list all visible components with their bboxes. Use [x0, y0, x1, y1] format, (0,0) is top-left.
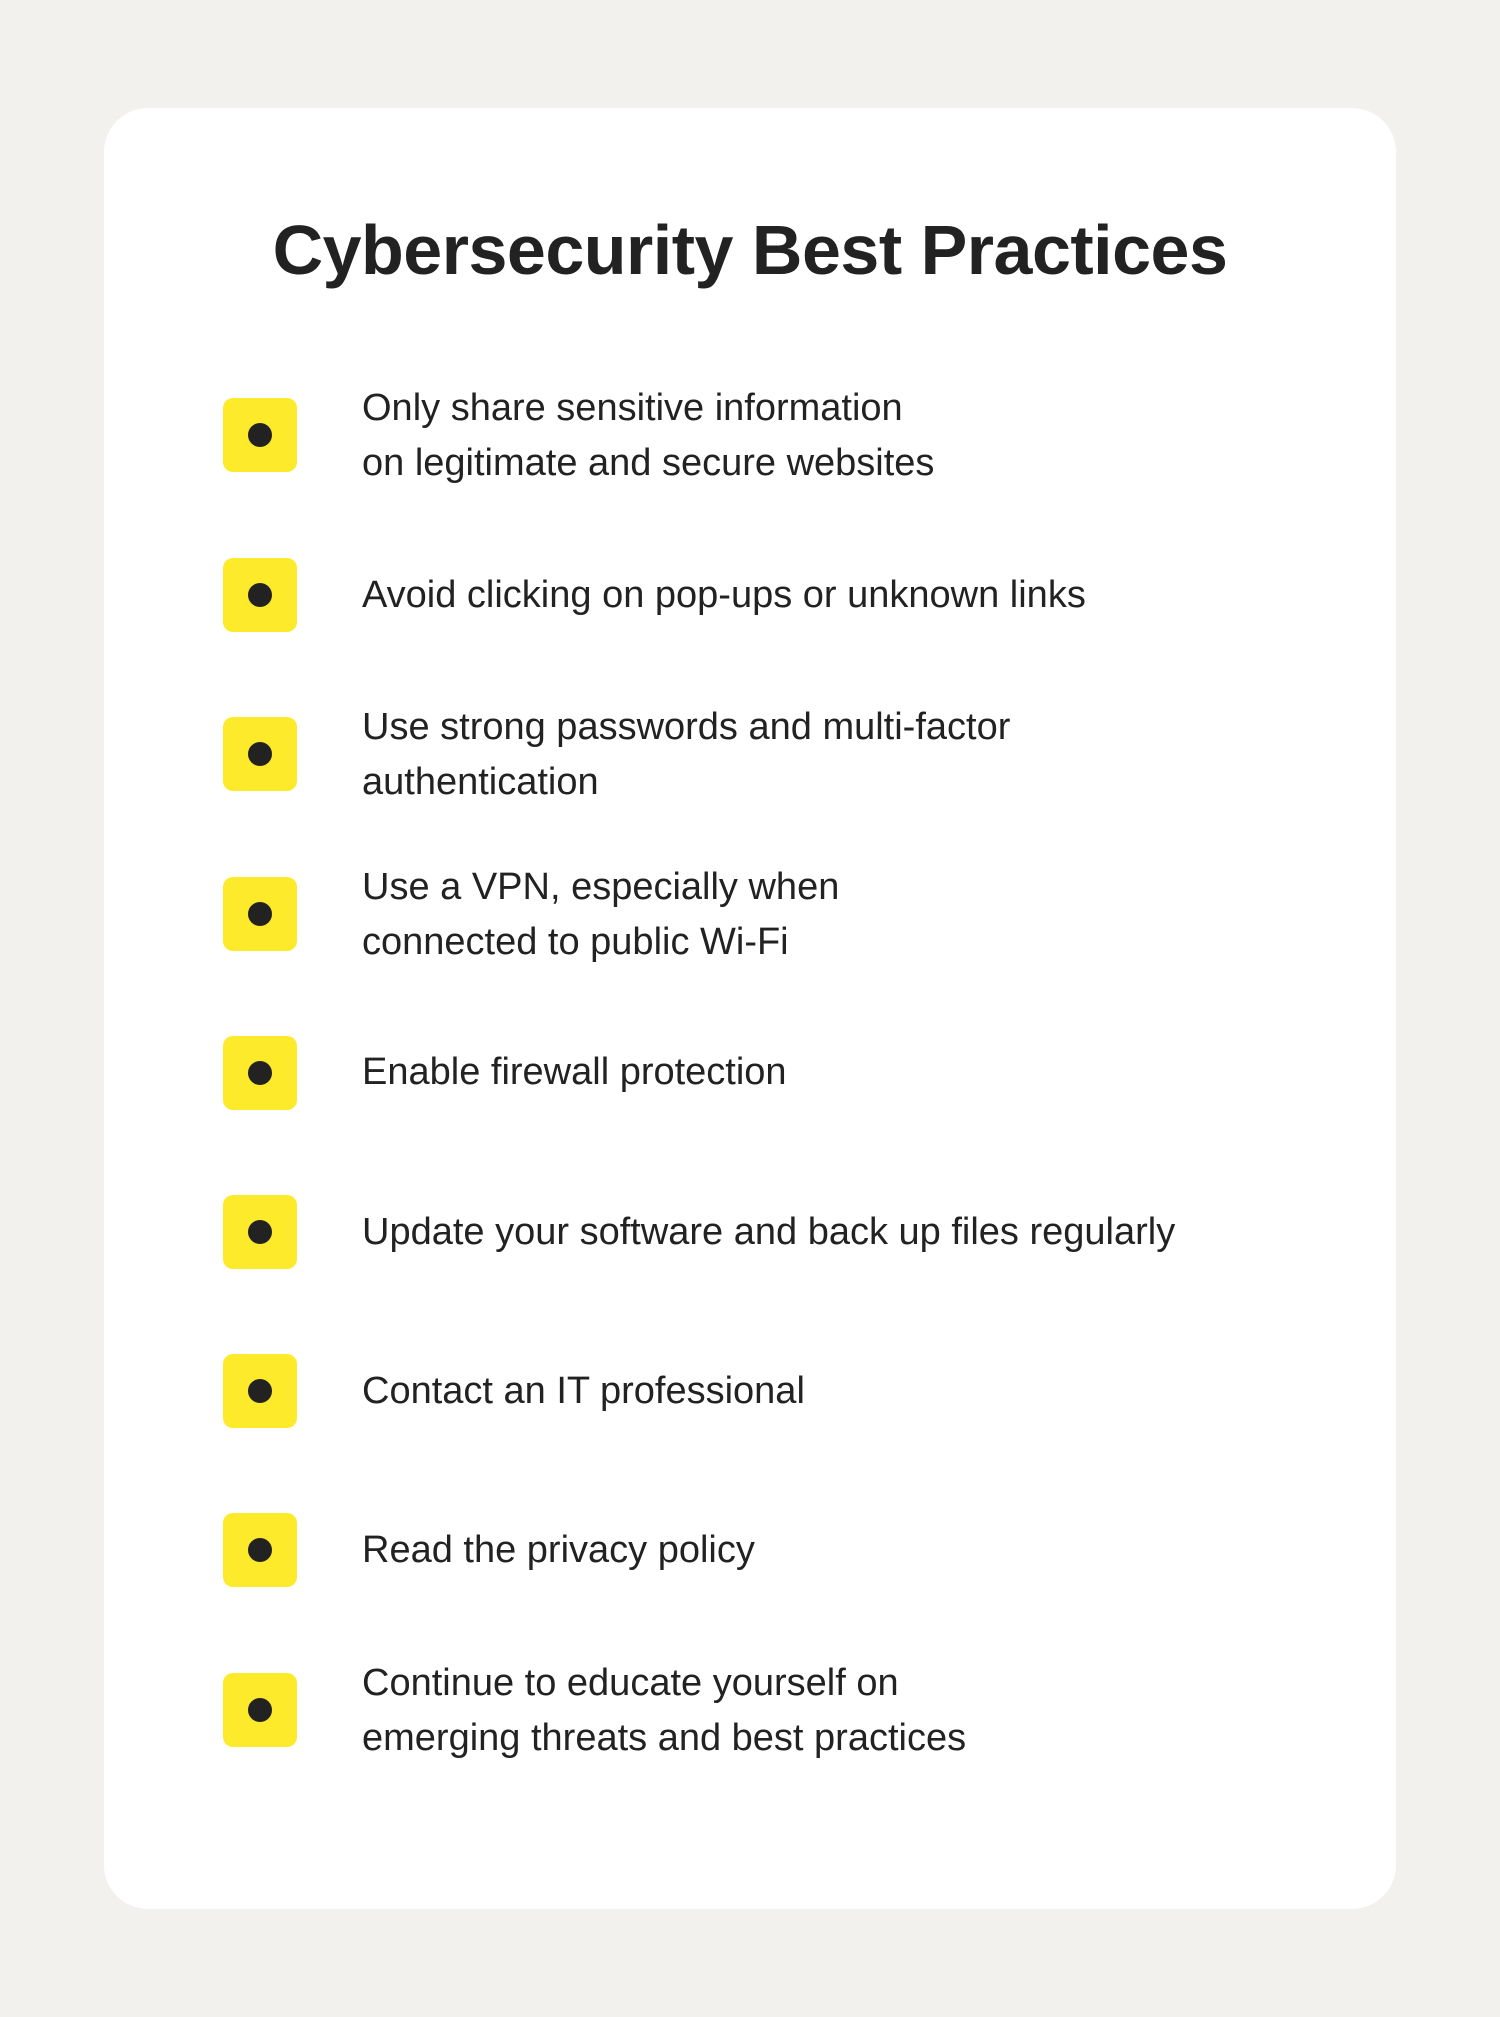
dot-icon — [248, 1379, 272, 1403]
bullet-icon — [223, 1513, 297, 1587]
list-item-label — [362, 1656, 1322, 1766]
dot-icon — [248, 583, 272, 607]
list-item-line: authentication — [362, 761, 599, 803]
bullet-icon — [223, 398, 297, 472]
list-item-label — [362, 381, 1322, 491]
list-item-line: Enable firewall protection — [362, 1051, 787, 1093]
dot-icon — [248, 1538, 272, 1562]
list-item-line: Contact an IT professional — [362, 1370, 805, 1412]
list-item-line: Only share sensitive information — [362, 387, 903, 429]
list-item-line: Continue to educate yourself on — [362, 1662, 899, 1704]
dot-icon — [248, 1698, 272, 1722]
list-item-label — [362, 1364, 1322, 1419]
list-item-line: on legitimate and secure websites — [362, 442, 935, 484]
list-item-label — [362, 1045, 1322, 1100]
bullet-icon — [223, 1195, 297, 1269]
dot-icon — [248, 1220, 272, 1244]
page-title: Cybersecurity Best Practices — [272, 211, 1228, 289]
list-item-line: Avoid clicking on pop-ups or unknown links — [362, 574, 1086, 616]
bullet-icon — [223, 717, 297, 791]
list-item-label — [362, 568, 1322, 623]
bullet-icon — [223, 877, 297, 951]
dot-icon — [248, 742, 272, 766]
list-item-line: Update your software and back up files regularly — [362, 1211, 1176, 1253]
bullet-icon — [223, 1036, 297, 1110]
best-practices-card — [104, 108, 1396, 1909]
list-item-line: Use strong passwords and multi-factor — [362, 706, 1011, 748]
list-item-label — [362, 860, 1322, 970]
list-item-label — [362, 1205, 1322, 1260]
list-item-label — [362, 700, 1322, 810]
bullet-icon — [223, 1673, 297, 1747]
dot-icon — [248, 902, 272, 926]
bullet-icon — [223, 558, 297, 632]
list-item-label — [362, 1523, 1322, 1578]
list-item-line: Use a VPN, especially when — [362, 866, 840, 908]
bullet-icon — [223, 1354, 297, 1428]
list-item-line: emerging threats and best practices — [362, 1717, 967, 1759]
list-item-line: connected to public Wi-Fi — [362, 921, 789, 963]
dot-icon — [248, 1061, 272, 1085]
list-item-line: Read the privacy policy — [362, 1529, 755, 1571]
dot-icon — [248, 423, 272, 447]
